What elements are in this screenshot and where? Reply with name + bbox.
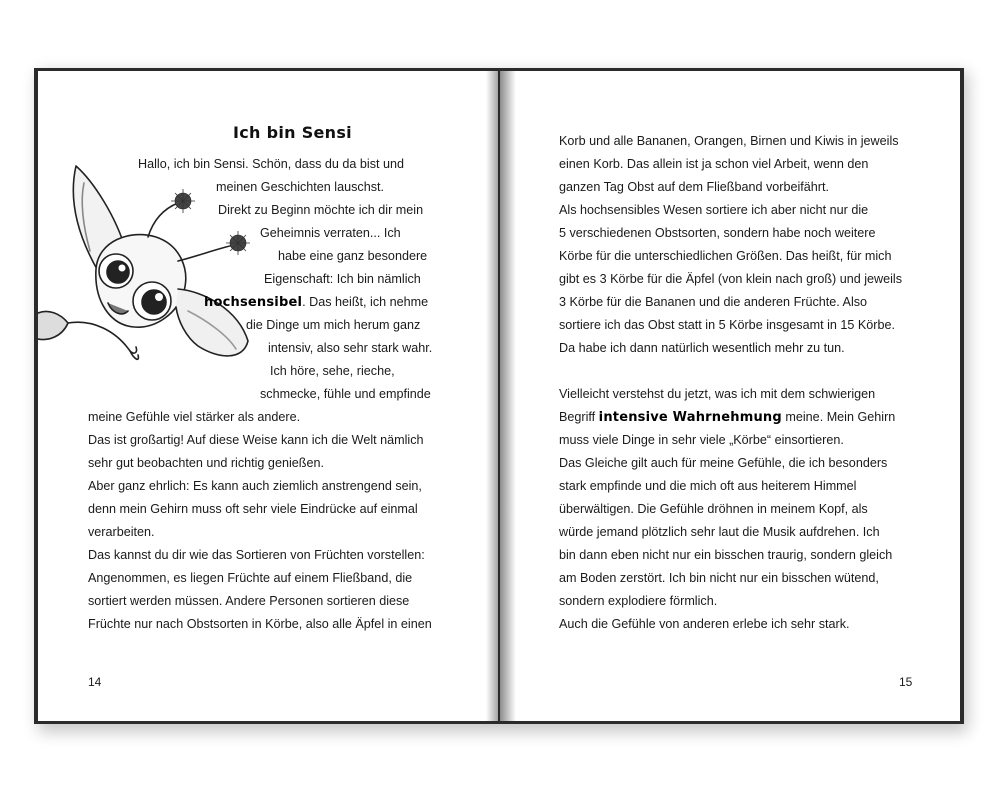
text-line: ganzen Tag Obst auf dem Fließband vorbeifährt. xyxy=(559,180,829,194)
text-line: Eigenschaft: Ich bin nämlich xyxy=(264,272,421,286)
text-span: meine. Mein Gehirn xyxy=(781,410,896,424)
text-line: Das kannst du dir wie das Sortieren von Früchten vorstellen: xyxy=(88,548,425,562)
text-line: verarbeiten. xyxy=(88,525,155,539)
right-page xyxy=(500,71,960,721)
text-line: sortiert werden müssen. Andere Personen sortieren diese xyxy=(88,594,410,608)
text-line: Vielleicht verstehst du jetzt, was ich mit dem schwierigen xyxy=(559,387,876,401)
text-line: Aber ganz ehrlich: Es kann auch ziemlich anstrengend sein, xyxy=(88,479,422,493)
text-line: habe eine ganz besondere xyxy=(278,249,428,263)
text-line: sortiere ich das Obst statt in 5 Körbe insgesamt in 15 Körbe. xyxy=(559,318,896,332)
text-line: bin dann eben nicht nur ein bisschen traurig, sondern gleich xyxy=(559,548,893,562)
highlighted-term: hochsensibel xyxy=(204,295,303,310)
text-line: überwältigen. Die Gefühle dröhnen in meinem Kopf, als xyxy=(559,502,868,516)
text-line: am Boden zerstört. Ich bin nicht nur ein bisschen wütend, xyxy=(559,571,879,585)
text-line: Angenommen, es liegen Früchte auf einem Fließband, die xyxy=(88,571,413,585)
text-span: . Das heißt, ich nehme xyxy=(302,295,429,309)
text-line: Das Gleiche gilt auch für meine Gefühle, die ich besonders xyxy=(559,456,888,470)
open-book xyxy=(34,68,964,724)
text-line: Geheimnis verraten... Ich xyxy=(260,226,401,240)
text-line: intensiv, also sehr stark wahr. xyxy=(268,341,433,355)
text-line: 3 Körbe für die Bananen und die anderen Früchte. Also xyxy=(559,295,868,309)
text-line: Das ist großartig! Auf diese Weise kann ich die Welt nämlich xyxy=(88,433,424,447)
gutter-shadow xyxy=(486,71,498,721)
text-line: Korb und alle Bananen, Orangen, Birnen und Kiwis in jeweils xyxy=(559,134,899,148)
text-line xyxy=(559,409,895,426)
text-line: Früchte nur nach Obstsorten in Körbe, also alle Äpfel in einen xyxy=(88,617,432,631)
page-number: 14 xyxy=(88,675,102,689)
text-line: Da habe ich dann natürlich wesentlich mehr zu tun. xyxy=(559,341,845,355)
text-line: stark empfinde und die mich oft aus heiterem Himmel xyxy=(559,479,857,493)
text-line: schmecke, fühle und empfinde xyxy=(260,387,431,401)
text-span: Begriff xyxy=(559,410,599,424)
text-line: meine Gefühle viel stärker als andere. xyxy=(88,410,301,424)
text-line: Direkt zu Beginn möchte ich dir mein xyxy=(218,203,424,217)
gutter-shadow xyxy=(500,71,516,721)
text-line: denn mein Gehirn muss oft sehr viele Eindrücke auf einmal xyxy=(88,502,418,516)
page-number: 15 xyxy=(899,675,913,689)
text-line: meinen Geschichten lauschst. xyxy=(216,180,385,194)
text-line xyxy=(204,294,428,311)
text-line: muss viele Dinge in sehr viele „Körbe“ einsortieren. xyxy=(559,433,844,447)
text-line: sehr gut beobachten und richtig genießen. xyxy=(88,456,324,470)
page-title: Ich bin Sensi xyxy=(233,123,352,142)
highlighted-term: intensive Wahrnehmung xyxy=(598,410,782,425)
text-line: Auch die Gefühle von anderen erlebe ich sehr stark. xyxy=(559,617,850,631)
text-line: Ich höre, sehe, rieche, xyxy=(270,364,395,378)
text-line: gibt es 3 Körbe für die Äpfel (von klein nach groß) und jeweils xyxy=(559,272,903,286)
text-line: Als hochsensibles Wesen sortiere ich aber nicht nur die xyxy=(559,203,869,217)
text-line: einen Korb. Das allein ist ja schon viel Arbeit, wenn den xyxy=(559,157,869,171)
text-line: würde jemand plötzlich sehr laut die Musik aufdrehen. Ich xyxy=(559,525,880,539)
text-line: Körbe für die unterschiedlichen Größen. Das heißt, für mich xyxy=(559,249,892,263)
text-line: sondern explodiere förmlich. xyxy=(559,594,718,608)
text-line: die Dinge um mich herum ganz xyxy=(246,318,421,332)
text-line: 5 verschiedenen Obstsorten, sondern habe noch weitere xyxy=(559,226,876,240)
text-line: Hallo, ich bin Sensi. Schön, dass du da bist und xyxy=(138,157,405,171)
left-page xyxy=(38,71,498,721)
